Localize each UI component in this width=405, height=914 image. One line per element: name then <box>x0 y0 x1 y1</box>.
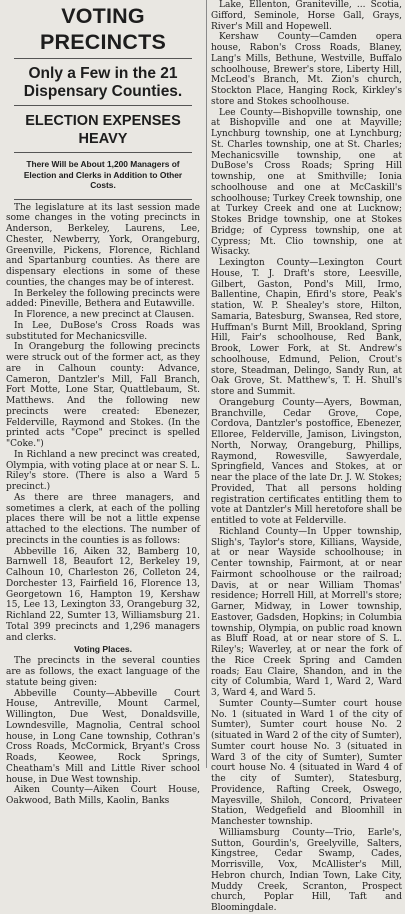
deck-managers: There Will be About 1,200 Managers of Election and Clerks in Addition to Other Costs. <box>23 159 183 190</box>
paragraph: In Berkeley the following precincts were added: Pineville, Bethera and Eutawville. <box>6 288 200 310</box>
rule <box>14 105 192 106</box>
paragraph: Abbeville County—Abbeville Court House, Antreville, Mount Carmel, Willington, Due West, Donaldsville, Lowndesville, Magnolia, Central school house, in Long Cane township, Cothran's Cross Roads, McCormick, Bryant's Cross Roads, Keowee, Rock Springs, Cheatham's Mill and Little River school house, in Due West township. <box>6 688 200 785</box>
paragraph: In Florence, a new precinct at Clausen. <box>14 310 195 320</box>
paragraph: As there are three managers, and sometimes a clerk, at each of the polling places there will be not a little expense attached to the elections. The number of precincts in the counties is as follows: <box>6 492 200 546</box>
paragraph: In Lee, DuBose's Cross Roads was substituted for Mechanicsville. <box>6 320 200 342</box>
paragraph: The precincts in the several counties are as follows, the exact language of the statute being given: <box>6 656 200 688</box>
rule <box>14 199 192 200</box>
paragraph: Abbeville 16, Aiken 32, Bamberg 10, Barnwell 18, Beaufort 12, Berkeley 19, Calhoun 10, Charleston 26, Colleton 24, Dorchester 13, Fairfield 16, Florence 13, Georgetown 16, Hampton 19, Kershaw 15, Lee 13, Lexington 33, Orangeburg 32, Richland 22, Sumter 13, Williamsburg 21. Total 399 precincts and 1,296 managers and clerks. <box>6 546 200 643</box>
paragraph: Aiken County—Aiken Court House, Oakwood, Bath Mills, Kaolin, Banks <box>6 785 200 806</box>
paragraph: Williamsburg County—Trio, Earle's, Sutton, Gourdin's, Greelyville, Salters, Kingstree, Cedar Swamp, Cades, Morrisville, Vox, McAllister's Mill, Hebron church, Indian Town, Lake City, Muddy Creek, Scranton, Prospect church, Poplar Hill, Taft and Bloomingdale. <box>211 827 402 913</box>
paragraph: Lexington County—Lexington Court House, T. J. Draft's store, Leesville, Gilbert, Gaston, Pond's Mill, Irmo, Ballentine, Chapin, Efird's store, Peak's station, W. P. Shealey's store, Hilton, Samaria, Batesburg, Swansea, Red store, Huffman's Burnt Mill, Brookland, Spring Hill, Fair's schoolhouse, Red Bank, Brook, Lower Fork, at St. Andrew's schoolhouse, Edmund, Pelion, Crout's store, Steadman, Delingo, Sandy Run, at Oak Grove, St. Matthew's, T. H. Shull's store and Summit. <box>211 258 402 397</box>
article-body-left <box>6 203 200 807</box>
headline: VOTING PRECINCTS <box>39 4 167 54</box>
paragraph: Lake, Ellenton, Graniteville, ... Scotia, Gifford, Seminole, Horse Gall, Grays, River's Mill and Hopewell. <box>211 0 402 32</box>
article-body-right <box>211 0 402 914</box>
paragraph: Orangeburg County—Ayers, Bowman, Branchville, Cedar Grove, Cope, Cordova, Dantzler's postoffice, Ebenezer, Elloree, Felderville, Jamison, Livingston, North, Norway, Orangeburg, Phillips, Raymond, Rowesville, Sawyerdale, Springfield, Vances and Stokes, at or near the place of the late Dr. J. W. Stokes; Provided, That all persons holding registration certificates entitling them to vote at Dantzler's Mill heretofore shall be entitled to vote at Felderville. <box>211 397 402 526</box>
paragraph: The legislature at its last session made some changes in the voting precincts in Anderson, Berkeley, Laurens, Lee, Chester, Newberry, York, Orangeburg, Greenville, Pickens, Florence, Richland and Spartanburg counties. As there are dispensary elections in some of these counties, the changes may be of interest. <box>6 202 200 288</box>
subhead-voting-places: Voting Places. <box>73 644 133 655</box>
paragraph: Sumter County—Sumter court house No. 1 (situated in Ward 1 of the city of Sumter), Sumter court house No. 2 (situated in Ward 2 of the city of Sumter), Sumter court house No. 3 (situated in Ward 3 of the city of Sumter), Sumter court house No. 4 (situated in Ward 4 of the city of Sumter), Statesburg, Providence, Rafting Creek, Oswego, Mayesville, Shiloh, Concord, Privateer Station, Wedgefield and Bloomhill in Manchester township. <box>211 698 402 827</box>
left-column <box>0 0 204 806</box>
rule <box>14 58 192 59</box>
right-column <box>206 0 405 913</box>
paragraph: Richland County—In Upper township, Sligh's, Taylor's store, Killians, Wayside, at or near Wayside schoolhouse; in Center township, Fairmont, at or near Fairmont schoolhouse or the railroad; Davis, at or near William Thomas' residence; Horrell Hill, at Morrell's store; Garner, Midway, in Lower township, Eastover, Gadsden, Hopkins; in Columbia township, Olympia, on public road known as Bluff Road, at or near store of S. L. Riley's; Waverley, at or near the fork of the Rice Creek Spring and Camden roads; Eau Claire, Shandon, and in the city of Columbia, Ward 1, Ward 2, Ward 3, Ward 4, and Ward 5. <box>211 526 402 698</box>
deck-dispensary: Only a Few in the 21 Dispensary Counties. <box>23 65 183 100</box>
rule <box>14 152 192 153</box>
paragraph: Lee County—Bishopville township, one at Bishopville and one at Mayville; Lynchburg township, one at Lynchburg; St. Charles township, one at St. Charles; Mechanicsville township, one at DuBose's Cross Roads; Spring Hill township, one at Smithville; Ionia schoolhouse and one at McCaskill's schoolhouse; Turkey Creek township, one at Turkey Creek and one at Lucknow; Stokes Bridge township, one at Stokes Bridge; of Cypress township, one at Cypress; Mt. Clio township, one at Wisacky. <box>211 107 402 258</box>
paragraph: In Richland a new precinct was created, Olympia, with voting place at or near S. L. Riley's store. (There is also a Ward 5 precinct.) <box>6 449 200 492</box>
paragraph: Kershaw County—Camden opera house, Rabon's Cross Roads, Blaney, Lang's Mills, Bethune, Westville, Buffalo schoolhouse, Brewer's store, Liberty Hill, McLeod's Branch, Mt. Zion's church, Stockton Place, Hanging Rock, Kirkley's store and Stokes schoolhouse. <box>211 32 402 107</box>
paragraph: In Orangeburg the following precincts were struck out of the former act, as they are in Calhoun county: Advance, Cameron, Dantzler's Mill, Fall Branch, Fort Motte, Lone Star, Quattlebaum, St. Matthews. And the following new precincts were created: Ebenezer, Felderville, Raymond and Stokes. (In the printed acts "Cope" precinct is spelled "Coke.") <box>6 342 200 449</box>
deck-expenses: ELECTION EXPENSES HEAVY <box>25 113 181 147</box>
